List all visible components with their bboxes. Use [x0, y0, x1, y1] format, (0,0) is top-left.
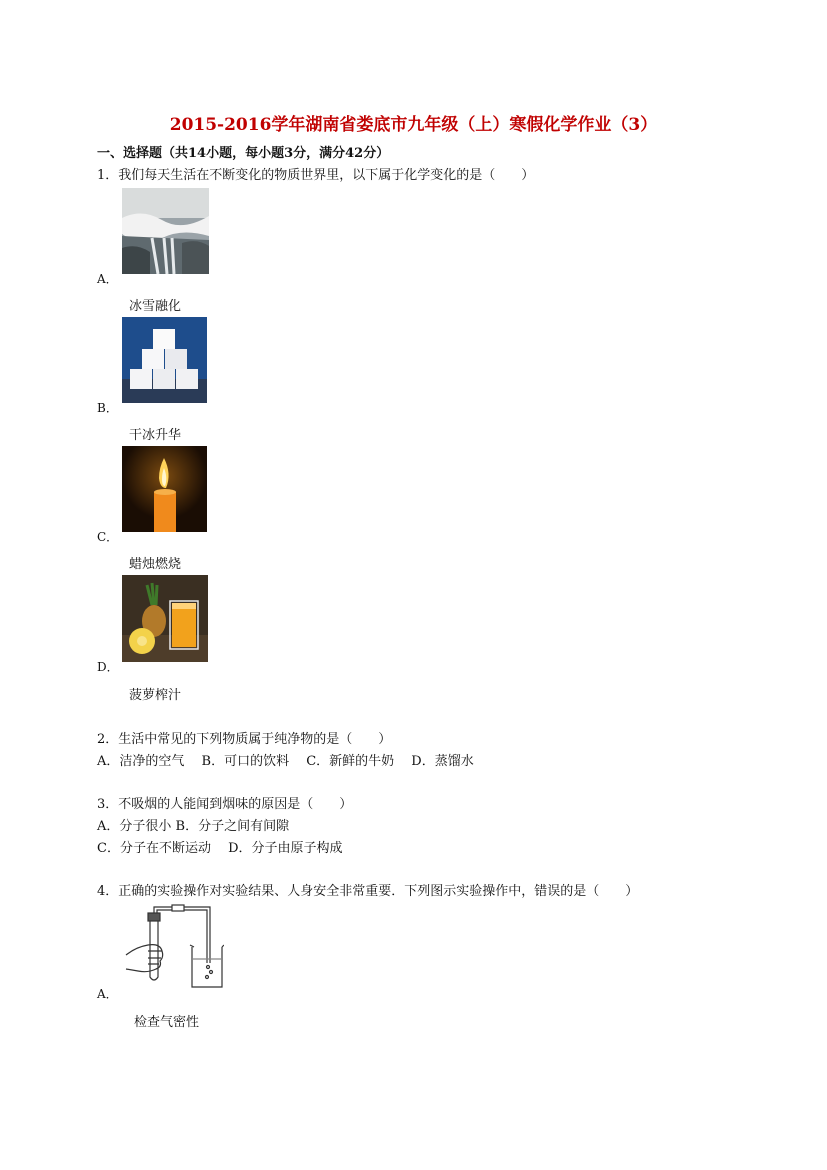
option-b-letter: B． — [97, 401, 118, 415]
option-a-letter: A． — [97, 272, 118, 286]
question-4-stem: 4．正确的实验操作对实验结果、人身安全非常重要．下列图示实验操作中，错误的是（ ） — [97, 884, 639, 899]
option-d-caption: 菠萝榨汁 — [129, 688, 182, 703]
candle-image — [122, 446, 207, 532]
question-3-options-line-2: C．分子在不断运动 D．分子由原子构成 — [97, 841, 343, 856]
snow-melting-image — [122, 188, 209, 274]
question-3-options-line-1: A．分子很小 B．分子之间有间隙 — [97, 819, 290, 834]
dry-ice-image — [122, 317, 207, 403]
question-2-options: A．洁净的空气 B．可口的饮料 C．新鲜的牛奶 D．蒸馏水 — [97, 754, 474, 769]
question-1-stem: 1．我们每天生活在不断变化的物质世界里，以下属于化学变化的是（ ） — [97, 168, 535, 183]
question-3-stem: 3．不吸烟的人能闻到烟味的原因是（ ） — [97, 797, 353, 812]
question-2-stem: 2．生活中常见的下列物质属于纯净物的是（ ） — [97, 732, 392, 747]
airtightness-check-diagram — [122, 901, 224, 989]
section-heading: 一、选择题（共14小题，每小题3分，满分42分） — [97, 146, 390, 161]
option-c-caption: 蜡烛燃烧 — [129, 557, 182, 572]
option-a-caption: 冰雪融化 — [129, 299, 182, 314]
page-title: 2015-2016学年湖南省娄底市九年级（上）寒假化学作业（3） — [169, 115, 658, 135]
option-d-letter: D． — [97, 660, 119, 674]
question-4-option-a-letter: A． — [97, 987, 118, 1001]
pineapple-juice-image — [122, 575, 208, 662]
option-b-caption: 干冰升华 — [129, 428, 182, 443]
question-4-option-a-caption: 检查气密性 — [134, 1015, 200, 1030]
option-c-letter: C． — [97, 530, 119, 544]
